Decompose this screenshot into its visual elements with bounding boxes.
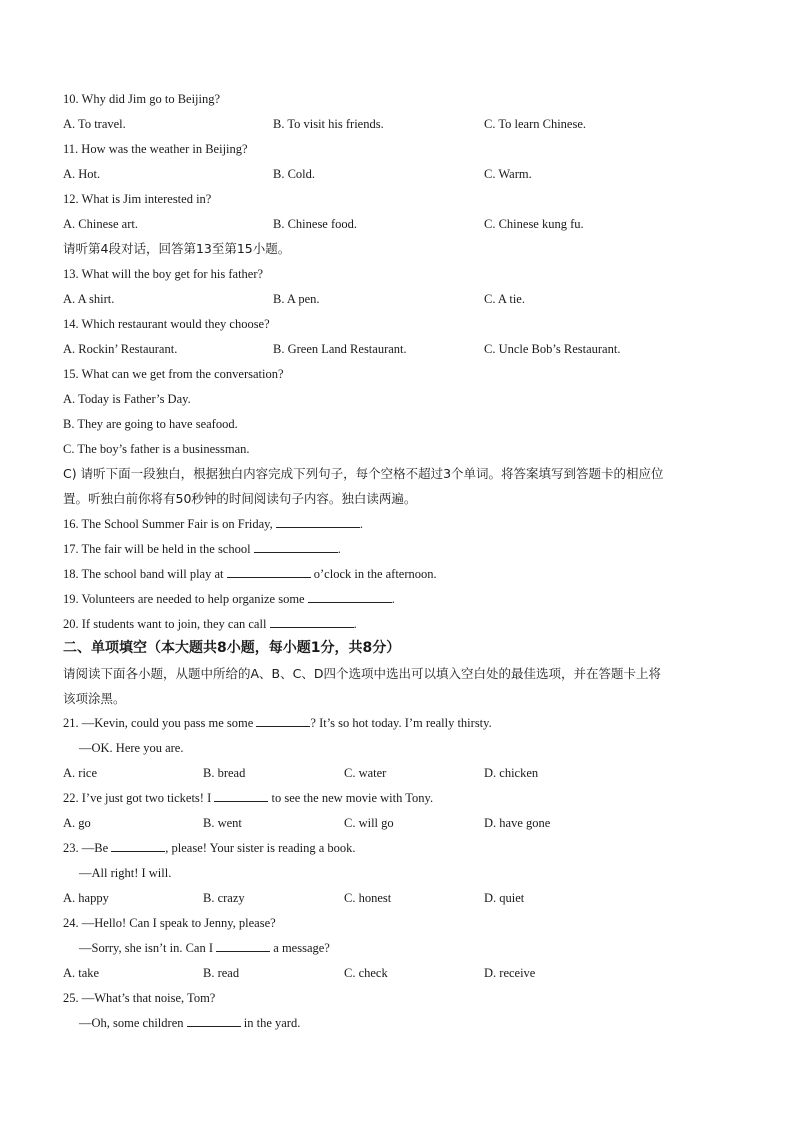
question-22-option-c: C. will go: [344, 816, 394, 830]
question-15-stem: 15. What can we get from the conversation?: [63, 367, 284, 381]
question-21-end: ? It’s so hot today. I’m really thirsty.: [310, 716, 492, 730]
question-23-text: 23. —Be: [63, 841, 112, 855]
question-23-option-b: B. crazy: [203, 891, 245, 905]
question-18: [63, 564, 437, 584]
question-16-text: 16. The School Summer Fair is on Friday,: [63, 517, 276, 531]
answer-blank: [187, 1014, 241, 1027]
question-12-option-b: B. Chinese food.: [273, 217, 358, 231]
question-22-option-a: A. go: [63, 816, 91, 830]
question-25-end: in the yard.: [240, 1016, 301, 1030]
section-heading-part-2: 二、单项填空（本大题共8小题，每小题1分，共8分）: [63, 640, 401, 656]
question-24-option-b: B. read: [203, 966, 240, 980]
question-22: [63, 788, 433, 808]
part-2-instruction-line2: 该项涂黑。: [63, 691, 126, 706]
question-22-option-b: B. went: [203, 816, 242, 830]
answer-blank: [214, 789, 268, 802]
question-12-option-c: C. Chinese kung fu.: [484, 217, 584, 231]
question-24-option-d: D. receive: [484, 966, 536, 980]
question-24-option-a: A. take: [63, 966, 100, 980]
question-11-option-a: A. Hot.: [63, 167, 101, 181]
question-10-option-b: B. To visit his friends.: [273, 117, 384, 131]
question-21-text: 21. —Kevin, could you pass me some: [63, 716, 257, 730]
answer-blank: [256, 714, 310, 727]
question-18-end: o’clock in the afternoon.: [310, 567, 437, 581]
question-17-text: 17. The fair will be held in the school: [63, 542, 254, 556]
question-20: [63, 614, 357, 634]
question-12-option-a: A. Chinese art.: [63, 217, 138, 231]
answer-blank: [254, 540, 338, 553]
question-13-option-c: C. A tie.: [484, 292, 525, 306]
question-23-option-c: C. honest: [344, 891, 392, 905]
answer-blank: [270, 615, 354, 628]
question-20-end: .: [353, 617, 357, 631]
question-19: [63, 589, 395, 609]
question-17: [63, 539, 341, 559]
question-13-option-b: B. A pen.: [273, 292, 320, 306]
question-14-option-c: C. Uncle Bob’s Restaurant.: [484, 342, 621, 356]
question-10-stem: 10. Why did Jim go to Beijing?: [63, 92, 221, 106]
question-15-option-b: B. They are going to have seafood.: [63, 417, 238, 431]
question-13-stem: 13. What will the boy get for his father?: [63, 267, 264, 281]
question-21: [63, 713, 492, 733]
part-2-instruction-line1: 请阅读下面各小题，从题中所给的A、B、C、D四个选项中选出可以填入空白处的最佳选项，并在答题卡上将: [63, 666, 661, 681]
question-21-option-a: A. rice: [63, 766, 98, 780]
question-23-option-d: D. quiet: [484, 891, 525, 905]
question-20-text: 20. If students want to join, they can call: [63, 617, 270, 631]
question-24-stem: 24. —Hello! Can I speak to Jenny, please?: [63, 916, 276, 930]
question-12-stem: 12. What is Jim interested in?: [63, 192, 212, 206]
question-14-stem: 14. Which restaurant would they choose?: [63, 317, 270, 331]
question-24-end: a message?: [270, 941, 330, 955]
question-19-text: 19. Volunteers are needed to help organize some: [63, 592, 308, 606]
dialog-4-instruction: 请听第4段对话，回答第13至第15小题。: [63, 241, 291, 256]
section-c-instruction-line1: C) 请听下面一段独白，根据独白内容完成下列句子，每个空格不超过3个单词。将答案填写到答题卡的相应位: [63, 466, 664, 481]
question-25-stem: 25. —What’s that noise, Tom?: [63, 991, 216, 1005]
section-c-instruction-line2: 置。听独白前你将有50秒钟的时间阅读句子内容。独白读两遍。: [63, 491, 417, 506]
question-22-option-d: D. have gone: [484, 816, 551, 830]
question-23-option-a: A. happy: [63, 891, 109, 905]
answer-blank: [111, 839, 165, 852]
question-24-option-c: C. check: [344, 966, 388, 980]
question-14-option-b: B. Green Land Restaurant.: [273, 342, 407, 356]
question-24-text: —Sorry, she isn’t in. Can I: [79, 941, 217, 955]
question-15-option-a: A. Today is Father’s Day.: [63, 392, 191, 406]
question-11-stem: 11. How was the weather in Beijing?: [63, 142, 248, 156]
question-25-text: —Oh, some children: [79, 1016, 187, 1030]
question-21-option-b: B. bread: [203, 766, 246, 780]
question-15-option-c: C. The boy’s father is a businessman.: [63, 442, 250, 456]
question-22-end: to see the new movie with Tony.: [268, 791, 434, 805]
question-10-option-a: A. To travel.: [63, 117, 126, 131]
question-13-option-a: A. A shirt.: [63, 292, 115, 306]
question-16-end: .: [359, 517, 363, 531]
question-23: [63, 838, 356, 858]
answer-blank: [216, 939, 270, 952]
question-24-reply: [79, 938, 330, 958]
question-22-text: 22. I’ve just got two tickets! I: [63, 791, 215, 805]
question-21-option-c: C. water: [344, 766, 387, 780]
question-21-reply: —OK. Here you are.: [79, 741, 184, 755]
question-14-option-a: A. Rockin’ Restaurant.: [63, 342, 178, 356]
question-17-end: .: [337, 542, 341, 556]
question-18-text: 18. The school band will play at: [63, 567, 227, 581]
answer-blank: [308, 590, 392, 603]
question-23-end: , please! Your sister is reading a book.: [165, 841, 356, 855]
question-21-option-d: D. chicken: [484, 766, 539, 780]
question-11-option-b: B. Cold.: [273, 167, 316, 181]
question-19-end: .: [391, 592, 395, 606]
question-16: [63, 514, 363, 534]
question-11-option-c: C. Warm.: [484, 167, 532, 181]
answer-blank: [276, 515, 360, 528]
question-23-reply: —All right! I will.: [79, 866, 172, 880]
answer-blank: [227, 565, 311, 578]
question-10-option-c: C. To learn Chinese.: [484, 117, 587, 131]
question-25-reply: [79, 1013, 300, 1033]
